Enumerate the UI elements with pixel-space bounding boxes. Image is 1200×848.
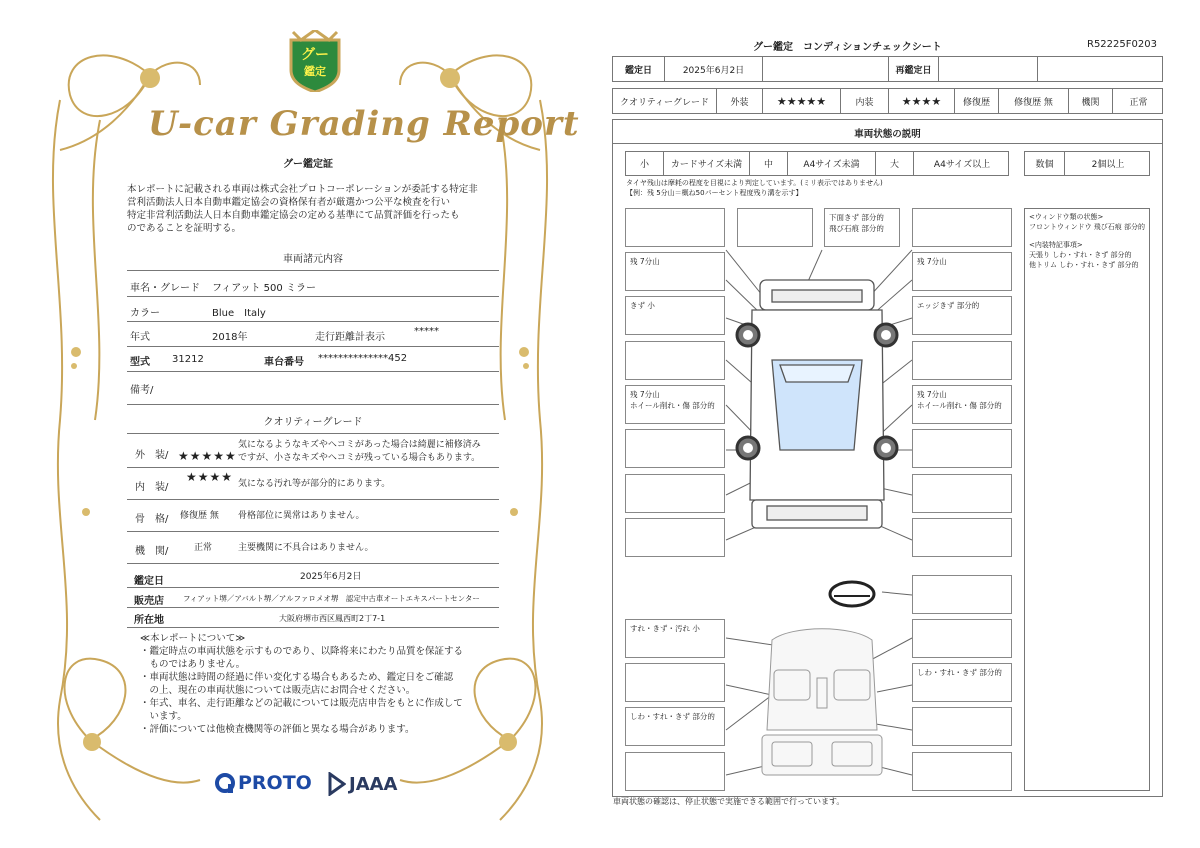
goo-appraisal-badge	[287, 30, 343, 92]
notes-label: 備考/	[130, 385, 154, 396]
note-box-right-10	[912, 619, 1012, 658]
year-value: 2018年	[212, 332, 248, 343]
rear-right-tire-text: 残 7分山	[917, 390, 947, 399]
interior-right-note-1: しわ・すれ・きず 部分的	[917, 668, 1002, 677]
model-value: 31212	[172, 354, 204, 365]
note-box-right-3	[912, 296, 1012, 335]
note-box-right-12	[912, 707, 1012, 746]
about-report	[140, 632, 500, 736]
engine-desc: 主要機関に不具合はありません。	[238, 543, 374, 553]
interior-stars: ★★★★	[186, 470, 234, 484]
int-label: 内装	[841, 89, 889, 113]
grade-label: クオリティーグレード	[613, 89, 717, 113]
ext-label: 外装	[717, 89, 763, 113]
steering-wheel-icon	[830, 582, 874, 606]
badge-text-bottom: 鑑定	[304, 65, 326, 78]
note-box-left-12	[625, 752, 725, 791]
about-item: ・評価については他検査機関等の評価と異なる場合があります。	[140, 724, 415, 735]
rear-right-wheel-text: ホイール削れ・傷 部分的	[917, 401, 1002, 410]
date-label: 鑑定日	[613, 57, 665, 81]
intro-line: 特定非営利活動法人日本自動車鑑定協会の定める基準にて品質評価を行ったも	[127, 210, 460, 221]
note-box-left-4	[625, 341, 725, 380]
legend-large: 大	[876, 152, 914, 175]
count-legend	[1024, 151, 1150, 176]
legend-small: 小	[626, 152, 664, 175]
rear-left-tire-note	[630, 389, 715, 411]
ext-stars: ★★★★★	[763, 89, 841, 113]
interior-left-note-1: すれ・きず・汚れ 小	[630, 624, 700, 633]
report-title: U-car Grading Report	[148, 104, 580, 144]
mileage-label: 走行距離計表示	[315, 332, 385, 343]
about-item: の上、現在の車両状態については販売店にお問合せください。	[140, 685, 416, 696]
about-item: ・年式、車名、走行距離などの記載については販売店申告をもとに作成して	[140, 698, 463, 709]
address-label: 所在地	[134, 615, 164, 626]
note-box-right-4	[912, 341, 1012, 380]
underbody-note	[829, 212, 884, 234]
legend-mid: 中	[750, 152, 788, 175]
interior-desc: 気になる汚れ等が部分的にあります。	[238, 479, 391, 489]
side-note-line: <内装特記事項>	[1029, 241, 1083, 249]
side-note-line: 天張り しわ・すれ・きず 部分的	[1029, 251, 1132, 259]
left-scratch-note: きず 小	[630, 301, 655, 310]
date-row	[612, 56, 1163, 82]
note-box-top-1	[737, 208, 813, 247]
note-box-right-6	[912, 429, 1012, 468]
exterior-stars: ★★★★★	[178, 449, 237, 463]
interior-diagram	[762, 629, 882, 775]
sheet-title: グー鑑定 コンディションチェックシート	[753, 42, 942, 53]
footer-note: 車両状態の確認は、停止状態で実施できる範囲で行っています。	[613, 797, 845, 806]
jaaa-logo-text: JAAA	[349, 773, 398, 795]
about-item: ・鑑定時点の車両状態を示すものであり、以降将来にわたり品質を保証する	[140, 646, 464, 657]
grade-row	[612, 88, 1163, 114]
about-item: ・車両状態は時間の経過に伴い変化する場合もあるため、鑑定日をご確認	[140, 672, 454, 683]
note-box-left-6	[625, 429, 725, 468]
certificate-title: グー鑑定証	[283, 159, 333, 170]
tire-note-2: 【例：残 5分山＝概ね50パーセント程度残り溝を示す】	[626, 189, 803, 197]
model-label: 型式	[130, 357, 150, 368]
about-item: います。	[140, 711, 187, 722]
engine-label: 機関	[1069, 89, 1113, 113]
engine-value: 正常	[1129, 97, 1148, 108]
date-value: 2025年6月2日	[665, 57, 763, 81]
quality-heading: クオリティーグレード	[263, 417, 363, 428]
legend-mid-desc: A4サイズ未満	[788, 152, 876, 175]
section-title: 車両状態の説明	[854, 129, 921, 140]
size-legend	[625, 151, 1009, 176]
underbody-text-1: 下面きず 部分的	[829, 213, 884, 222]
note-box-right-9	[912, 575, 1012, 614]
special-notes-panel	[1024, 208, 1150, 791]
frame-desc: 骨格部位に異常はありません。	[238, 511, 365, 521]
about-item: ものではありません。	[140, 659, 246, 670]
note-box-left-10	[625, 663, 725, 702]
mileage-value: *****	[414, 326, 439, 337]
note-box-left-8	[625, 518, 725, 557]
vin-value: **************452	[318, 353, 408, 364]
legend-large-desc: A4サイズ以上	[933, 160, 991, 170]
exterior-label: 外 装/	[135, 450, 169, 461]
front-right-tire-note: 残 7分山	[917, 257, 947, 266]
rear-right-tire-note	[917, 389, 1002, 411]
frame-value: 修復歴 無	[180, 511, 219, 521]
note-box-top-2	[824, 208, 900, 247]
note-box-left-9	[625, 619, 725, 658]
interior-label: 内 装/	[135, 482, 169, 493]
repair-label: 修復歴	[955, 89, 999, 113]
side-note-line	[1029, 232, 1145, 240]
front-left-tire-note: 残 7分山	[630, 257, 660, 266]
repair-value: 修復歴 無	[999, 89, 1069, 113]
note-box-right-11	[912, 663, 1012, 702]
note-box-left-1	[625, 208, 725, 247]
proto-logo-text: PROTO	[238, 772, 312, 794]
exterior-desc-1: 気になるようなキズやヘコミがあった場合は綺麗に補修済み	[238, 440, 481, 450]
frame-label: 骨 格/	[135, 514, 169, 525]
engine-value: 正常	[194, 543, 213, 553]
note-box-right-5	[912, 385, 1012, 424]
note-box-left-2	[625, 252, 725, 291]
side-note-line: 他トリム しわ・すれ・きず 部分的	[1029, 261, 1139, 269]
badge-text-top: グー	[301, 47, 329, 63]
report-id: R52225F0203	[1087, 39, 1157, 50]
note-box-right-7	[912, 474, 1012, 513]
side-note-line: フロントウィンドウ 飛び石痕 部分的	[1029, 223, 1146, 231]
intro-line: のであることを証明する。	[127, 223, 242, 234]
address-value: 大阪府堺市西区鳳西町2丁7-1	[279, 614, 386, 623]
note-box-left-5	[625, 385, 725, 424]
legend-count: 数個	[1025, 152, 1065, 175]
year-label: 年式	[130, 332, 150, 343]
note-box-right-13	[912, 752, 1012, 791]
engine-label: 機 関/	[135, 546, 169, 557]
note-box-right-8	[912, 518, 1012, 557]
condition-check-sheet	[600, 0, 1200, 848]
rear-left-wheel-text: ホイール削れ・傷 部分的	[630, 401, 715, 410]
certificate-intro	[127, 183, 507, 235]
vin-label: 車台番号	[264, 357, 304, 368]
proto-mark-icon	[214, 772, 236, 794]
note-box-right-1	[912, 208, 1012, 247]
legend-small-desc: カードサイズ未満	[664, 152, 750, 175]
color-value: Blue Italy	[212, 308, 266, 319]
underbody-text-2: 飛び石痕 部分的	[829, 224, 884, 233]
vehicle-name-value: フィアット 500 ミラー	[212, 283, 316, 294]
interior-left-note-2: しわ・すれ・きず 部分的	[630, 712, 715, 721]
exterior-desc-2: ですが、小さなキズやヘコミが残っている場合もあります。	[238, 453, 481, 463]
redate-label: 再鑑定日	[889, 57, 939, 81]
right-edge-note: エッジきず 部分的	[917, 301, 980, 310]
note-box-left-7	[625, 474, 725, 513]
note-box-left-3	[625, 296, 725, 335]
tire-note-1: タイヤ残山は摩耗の程度を目視により判定しています。(ミリ表示ではありません)	[626, 179, 883, 187]
jaaa-mark-icon	[328, 772, 346, 796]
appraisal-date-value: 2025年6月2日	[300, 572, 362, 582]
dealer-label: 販売店	[134, 596, 164, 607]
rear-left-tire-text: 残 7分山	[630, 390, 660, 399]
intro-line: 本レポートに記載される車両は株式会社プロトコーポレーションが委託する特定非	[127, 184, 478, 195]
proto-logo	[214, 772, 312, 794]
about-heading: ≪本レポートについて≫	[140, 633, 246, 644]
intro-line: 営利活動法人日本自動車鑑定協会の資格保有者が厳選かつ公平な検査を行い	[127, 197, 451, 208]
color-label: カラー	[130, 308, 160, 319]
note-box-right-2	[912, 252, 1012, 291]
legend-count-desc: 2個以上	[1091, 160, 1125, 170]
int-stars: ★★★★	[889, 89, 955, 113]
side-note-line: <ウィンドウ類の状態>	[1029, 213, 1104, 221]
dealer-value: フィアット堺／アバルト堺／アルファロメオ堺 認定中古車オートエキスパートセンター	[183, 594, 480, 603]
jaaa-logo	[328, 772, 398, 796]
spec-heading: 車両諸元内容	[283, 254, 343, 265]
vehicle-name-label: 車名・グレード	[130, 283, 200, 294]
note-box-left-11	[625, 707, 725, 746]
appraisal-date-label: 鑑定日	[134, 576, 164, 587]
